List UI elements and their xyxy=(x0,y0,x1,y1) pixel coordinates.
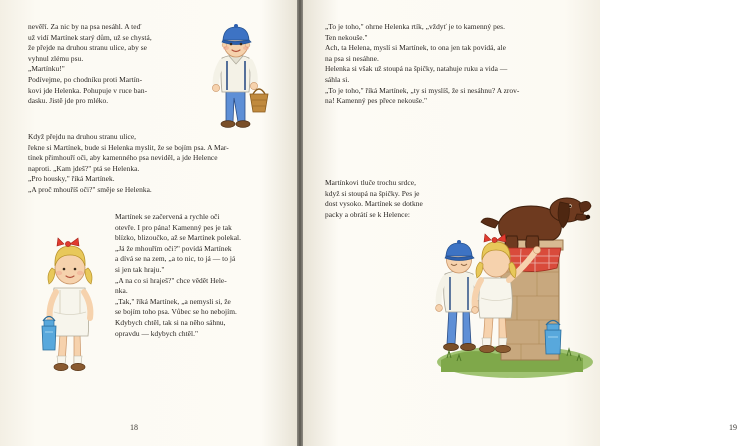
paragraph-line: že přejde na druhou stranu ulice, aby se xyxy=(28,43,147,53)
paragraph-line: blízko, blizoučko, až se Martínek polekal. xyxy=(115,233,242,243)
paragraph-line: Ach, ta Helena, myslí si Martínek, to ona jen tak povídá, ale xyxy=(325,43,506,53)
left-page-number: 18 xyxy=(130,423,138,432)
paragraph-line: na! Kamenný pes přece nekouše." xyxy=(325,96,428,106)
paragraph-line: nka. xyxy=(115,286,128,296)
right-page-number: 19 xyxy=(729,423,737,432)
paragraph-line: už vidí Martínek starý dům, už se chystá, xyxy=(28,32,152,42)
right-page-text-bottom xyxy=(325,178,425,220)
stone-dog-and-children-illustration xyxy=(427,148,595,384)
right-page xyxy=(303,0,737,446)
left-page-text-mid xyxy=(28,132,271,196)
paragraph-line: si jen tak hraju." xyxy=(115,264,165,274)
paragraph-line: tínek přimhouří oči, aby kamenného psa neviděl, a jde Helence xyxy=(28,153,218,163)
paragraph-line: „A na co si hraješ?" chce vědět Hele- xyxy=(115,275,227,285)
paragraph-line: když si stoupá na špičky. Pes je xyxy=(325,188,420,198)
right-page-text-top xyxy=(325,22,575,107)
paragraph-line: Martínek se začervená a rychle oči xyxy=(115,212,220,221)
paragraph-line: na psa si nesáhne. xyxy=(325,53,379,63)
boy-with-basket-illustration xyxy=(196,18,276,136)
paragraph-line: řekne si Martínek, bude si Helenka myslit, že se bojím psa. A Mar- xyxy=(28,142,229,152)
paragraph-line: Ten nekouše." xyxy=(325,32,368,42)
paragraph-line: otevře. I pro pána! Kamenný pes je tak xyxy=(115,222,232,232)
paragraph-line: dasku. Jistě jde pro mléko. xyxy=(28,96,109,106)
paragraph-line: Když přejdu na druhou stranu ulice, xyxy=(28,132,137,141)
paragraph-line: vyhnul zlému psu. xyxy=(28,53,84,63)
paragraph-line: „Martínku!" xyxy=(28,64,65,74)
paragraph-line: nevěří. Za nic by na psa nesáhl. A teď xyxy=(28,22,142,31)
paragraph-line: „Já že mhouřím oči?" povídá Martínek xyxy=(115,243,232,253)
paragraph-line: kovi jde Helenka. Pohupuje v ruce ban- xyxy=(28,85,148,95)
girl-with-milk-can-illustration xyxy=(24,222,116,382)
paragraph-line: Podívejme, po chodníku proti Martín- xyxy=(28,74,143,84)
paragraph-line: naproti. „Kam jdeš?" ptá se Helenka. xyxy=(28,163,140,173)
left-page-text-top xyxy=(28,22,198,107)
paragraph-line: „To je toho," říká Martínek, „ty si myslíš, že si nesáhnu? A zrov- xyxy=(325,85,520,95)
left-page-text-bottom xyxy=(115,212,271,339)
left-page xyxy=(0,0,297,446)
paragraph-line: Martínkovi tluče trochu srdce, xyxy=(325,178,416,187)
paragraph-line: Kdybych chtěl, tak si na něho sáhnu, xyxy=(115,317,226,327)
paragraph-line: a dívá se na zem, „a to nic, to já — to já xyxy=(115,254,236,264)
paragraph-line: Helenka si však už stoupá na špičky, natahuje ruku a vida — xyxy=(325,64,508,74)
paragraph-line: dost vysoko. Martínek se dotkne xyxy=(325,199,423,209)
paragraph-line: „To je toho," ohrne Helenka rtík, „vždyť je to kamenný pes. xyxy=(325,22,505,31)
paragraph-line: „A proč mhouříš oči?" směje se Helenka. xyxy=(28,184,152,194)
paragraph-line: packy a obrátí se k Helence: xyxy=(325,209,410,219)
paragraph-line: „Tak," říká Martínek, „a nemysli si, že xyxy=(115,296,231,306)
paragraph-line: se bojím toho psa. Vůbec se ho nebojím. xyxy=(115,307,237,317)
paragraph-line: „Pro housky," říká Martínek. xyxy=(28,174,115,184)
paragraph-line: opravdu — kdybych chtěl." xyxy=(115,328,199,338)
paragraph-line: sáhla si. xyxy=(325,74,350,84)
